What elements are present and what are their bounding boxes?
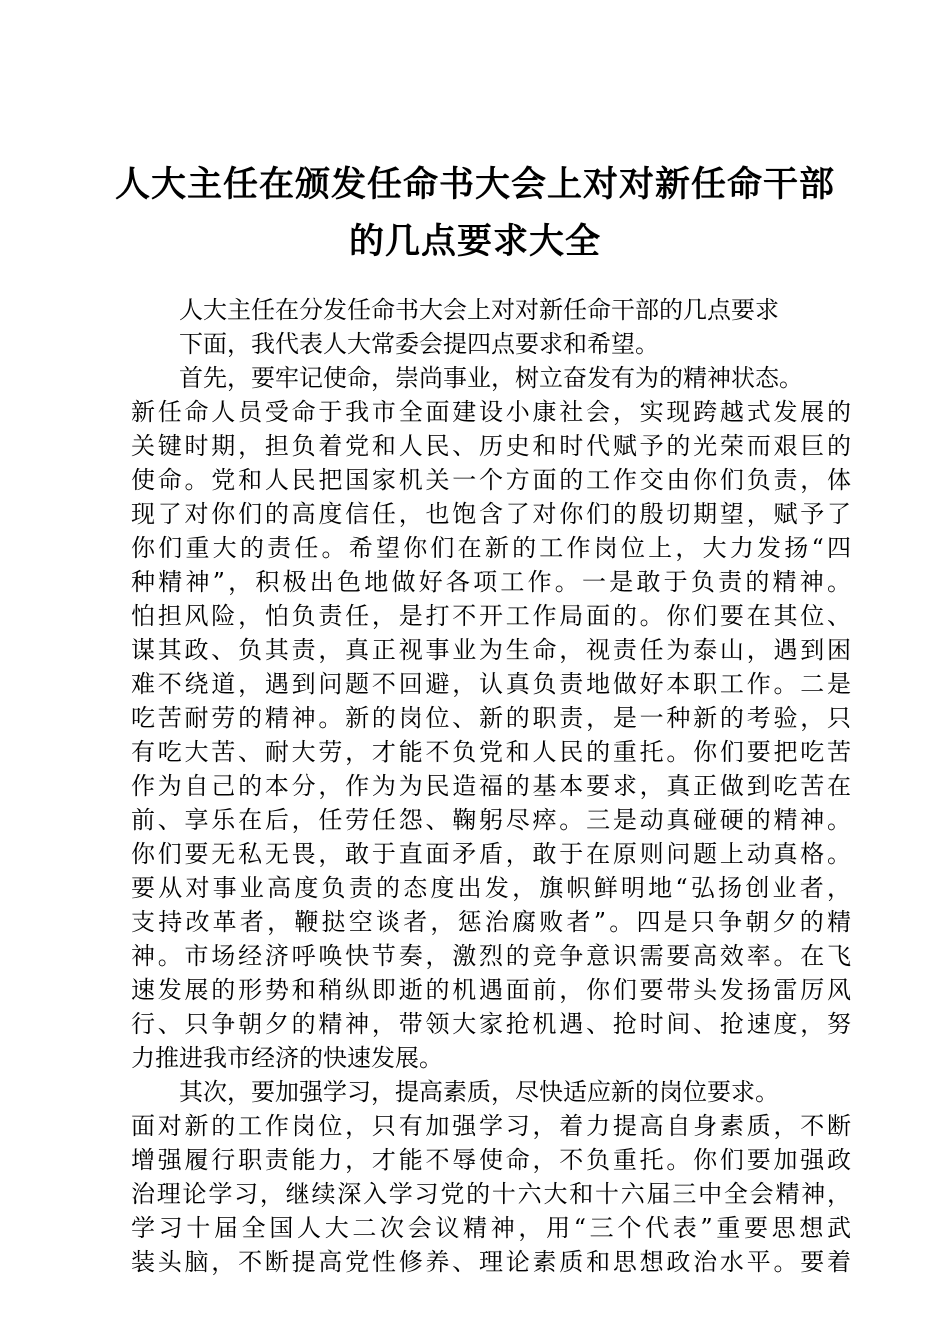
body-line: 要从对事业高度负责的态度出发，旗帜鲜明地“弘扬创业者， bbox=[131, 874, 851, 902]
body-line: 下面，我代表人大常委会提四点要求和希望。 bbox=[179, 330, 659, 358]
body-line: 增强履行职责能力，才能不辱使命，不负重托。你们要加强政 bbox=[131, 1146, 851, 1174]
document-body bbox=[131, 293, 851, 1279]
body-line: 其次，要加强学习，提高素质，尽快适应新的岗位要求。 bbox=[179, 1078, 779, 1106]
document-title-line-1: 人大主任在颁发任命书大会上对对新任命干部 bbox=[114, 164, 835, 205]
body-line: 现了对你们的高度信任，也饱含了对你们的殷切期望，赋予了 bbox=[131, 500, 851, 528]
body-line: 使命。党和人民把国家机关一个方面的工作交由你们负责，体 bbox=[131, 466, 851, 494]
body-line: 新任命人员受命于我市全面建设小康社会，实现跨越式发展的 bbox=[131, 398, 851, 426]
body-line: 谋其政、负其责，真正视事业为生命，视责任为泰山，遇到困 bbox=[131, 636, 851, 664]
document-title-line-2: 的几点要求大全 bbox=[348, 221, 601, 262]
body-line: 面对新的工作岗位，只有加强学习，着力提高自身素质，不断 bbox=[131, 1112, 851, 1140]
body-line: 你们要无私无畏，敢于直面矛盾，敢于在原则问题上动真格。 bbox=[131, 840, 851, 868]
body-line: 神。市场经济呼唤快节奏，激烈的竞争意识需要高效率。在飞 bbox=[131, 942, 851, 970]
body-line: 怕担风险，怕负责任，是打不开工作局面的。你们要在其位、 bbox=[131, 602, 851, 630]
body-line: 吃苦耐劳的精神。新的岗位、新的职责，是一种新的考验，只 bbox=[131, 704, 851, 732]
body-line: 有吃大苦、耐大劳，才能不负党和人民的重托。你们要把吃苦 bbox=[131, 738, 851, 766]
body-line: 治理论学习，继续深入学习党的十六大和十六届三中全会精神， bbox=[131, 1180, 851, 1208]
body-line: 前、享乐在后，任劳任怨、鞠躬尽瘁。三是动真碰硬的精神。 bbox=[131, 806, 851, 834]
body-line: 装头脑，不断提高党性修养、理论素质和思想政治水平。要着 bbox=[131, 1248, 851, 1276]
body-line: 学习十届全国人大二次会议精神，用“三个代表”重要思想武 bbox=[131, 1214, 851, 1242]
body-line: 难不绕道，遇到问题不回避，认真负责地做好本职工作。二是 bbox=[131, 670, 851, 698]
body-line: 首先，要牢记使命，崇尚事业，树立奋发有为的精神状态。 bbox=[179, 364, 803, 392]
body-line: 速发展的形势和稍纵即逝的机遇面前，你们要带头发扬雷厉风 bbox=[131, 976, 851, 1004]
body-line: 行、只争朝夕的精神，带领大家抢机遇、抢时间、抢速度，努 bbox=[131, 1010, 851, 1038]
body-line: 支持改革者，鞭挞空谈者，惩治腐败者”。四是只争朝夕的精 bbox=[131, 908, 851, 936]
body-line: 种精神”，积极出色地做好各项工作。一是敢于负责的精神。 bbox=[131, 568, 851, 596]
document-subtitle: 人大主任在分发任命书大会上对对新任命干部的几点要求 bbox=[179, 296, 779, 324]
body-line: 你们重大的责任。希望你们在新的工作岗位上，大力发扬“四 bbox=[131, 534, 851, 562]
body-line: 关键时期，担负着党和人民、历史和时代赋予的光荣而艰巨的 bbox=[131, 432, 851, 460]
body-line: 作为自己的本分，作为为民造福的基本要求，真正做到吃苦在 bbox=[131, 772, 851, 800]
body-line: 力推进我市经济的快速发展。 bbox=[131, 1044, 443, 1072]
